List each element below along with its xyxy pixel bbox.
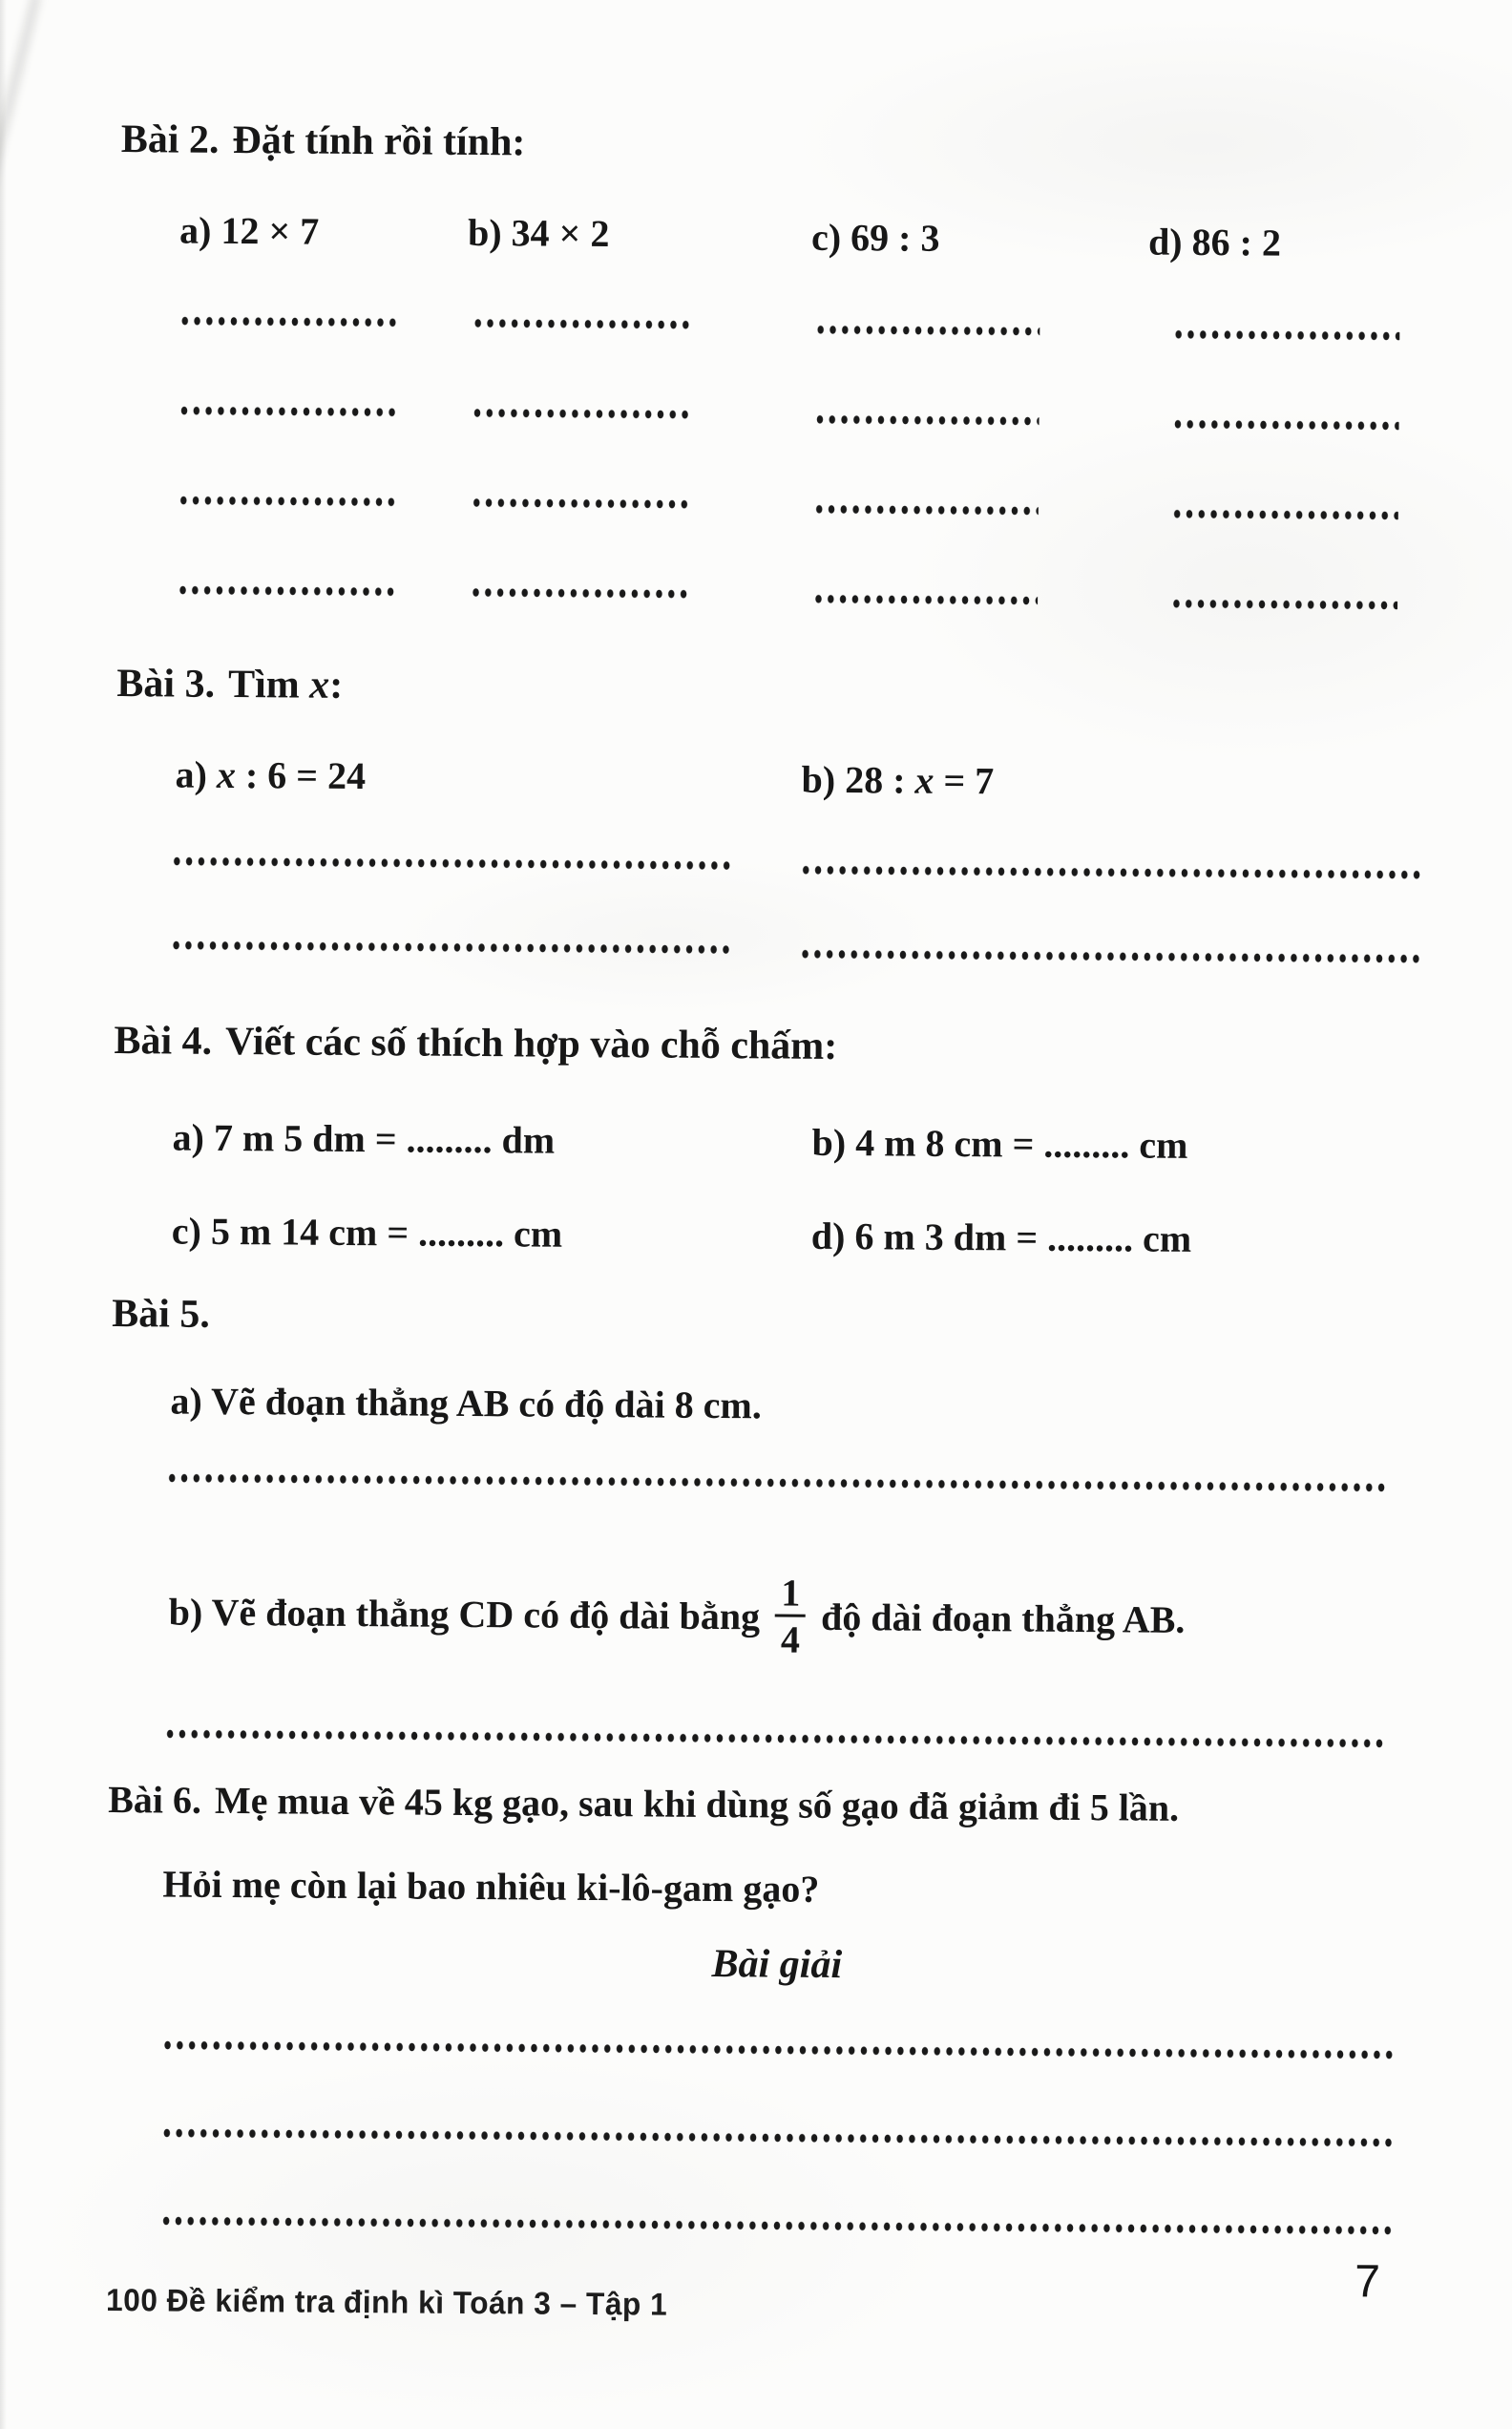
bai4-instruction: Viết các số thích hợp vào chỗ chấm: [224, 1019, 838, 1068]
bai3-instruction [228, 663, 344, 708]
dotted-answer-line [1172, 329, 1399, 342]
dotted-answer-line [472, 408, 693, 420]
bai3-a-pre: a) [175, 752, 218, 796]
bai2-label: Bài 2. [120, 117, 220, 162]
bai5-item-b [168, 1540, 1186, 1691]
fraction-denominator: 4 [775, 1614, 806, 1659]
dotted-answer-line [160, 2127, 1394, 2147]
bai4-item-d: d) 6 m 3 dm = ......... cm [810, 1214, 1192, 1260]
bai5-heading [112, 1289, 223, 1340]
dotted-answer-line [799, 949, 1419, 964]
dotted-answer-line [800, 865, 1420, 880]
dotted-answer-line [177, 585, 398, 598]
bai5-b-post: độ dài đoạn thẳng AB. [820, 1595, 1186, 1641]
dotted-answer-line [178, 316, 400, 328]
dotted-answer-line [813, 504, 1039, 517]
bai3-item-a [175, 751, 366, 801]
page-number: 7 [1354, 2256, 1381, 2308]
bai2-item-a: a) 12 × 7 [178, 208, 320, 253]
bai2-item-d: d) 86 : 2 [1147, 220, 1282, 264]
dotted-answer-line [1170, 599, 1397, 611]
bai6-heading [108, 1776, 1179, 1832]
bai2-item-c: c) 69 : 3 [810, 215, 940, 260]
bai4-item-c: c) 5 m 14 cm = ......... cm [171, 1209, 563, 1256]
bai2-item-b: b) 34 × 2 [467, 210, 610, 256]
dotted-answer-line [1171, 509, 1398, 521]
dotted-answer-line [812, 594, 1038, 606]
dotted-answer-line [164, 1728, 1388, 1748]
dotted-answer-line [814, 414, 1040, 427]
fraction-numerator: 1 [781, 1571, 801, 1616]
bai5-item-a: a) Vẽ đoạn thẳng AB có độ dài 8 cm. [170, 1379, 762, 1427]
bai4-item-b: b) 4 m 8 cm = ......... cm [811, 1120, 1188, 1167]
bai4-heading [114, 1016, 837, 1071]
bai2-heading [121, 115, 526, 168]
footer-book-title: 100 Đề kiểm tra định kì Toán 3 – Tập 1 [105, 2282, 668, 2322]
bai6-line1: Mẹ mua về 45 kg gạo, sau khi dùng số gạo đã giảm đi 5 lần. [214, 1778, 1180, 1829]
dotted-answer-line [166, 1472, 1390, 1492]
bai3-b-post: = 7 [934, 758, 995, 803]
bai3-label: Bài 3. [116, 662, 216, 707]
bai3-b-pre: b) 28 : [801, 757, 915, 802]
dotted-answer-line [1172, 419, 1399, 432]
bai5-label: Bài 5. [112, 1292, 211, 1337]
dotted-answer-line [178, 406, 400, 418]
bai3-instruction-pre: Tìm [227, 662, 310, 708]
bai4-label: Bài 4. [114, 1019, 213, 1064]
bai3-heading [116, 659, 343, 710]
bai6-line2: Hỏi mẹ còn lại bao nhiêu ki-lô-gam gạo? [162, 1862, 820, 1911]
dotted-answer-line [160, 2215, 1394, 2235]
dotted-answer-line [161, 2039, 1395, 2059]
dotted-answer-line [472, 318, 693, 330]
dotted-answer-line [814, 325, 1040, 337]
bai3-item-b [801, 756, 994, 806]
dotted-answer-line [471, 497, 692, 510]
dotted-answer-line [470, 587, 691, 600]
bai4-item-a: a) 7 m 5 dm = ......... dm [172, 1115, 556, 1162]
bai6-label: Bài 6. [108, 1778, 202, 1822]
bai3-a-var: x [216, 752, 237, 797]
bai2-instruction: Đặt tính rồi tính: [232, 117, 526, 165]
dotted-answer-line [170, 940, 729, 955]
bai3-a-post: : 6 = 24 [235, 753, 367, 798]
solution-label: Bài giải [711, 1941, 843, 1988]
bai3-instruction-post: : [329, 663, 344, 708]
fraction-one-quarter [775, 1573, 807, 1660]
bai3-b-var: x [914, 758, 934, 802]
dotted-answer-line [171, 855, 730, 871]
bai3-instruction-var: x [309, 663, 330, 708]
dotted-answer-line [178, 496, 399, 508]
bai5-b-pre: b) Vẽ đoạn thẳng CD có độ dài bằng [168, 1589, 761, 1637]
